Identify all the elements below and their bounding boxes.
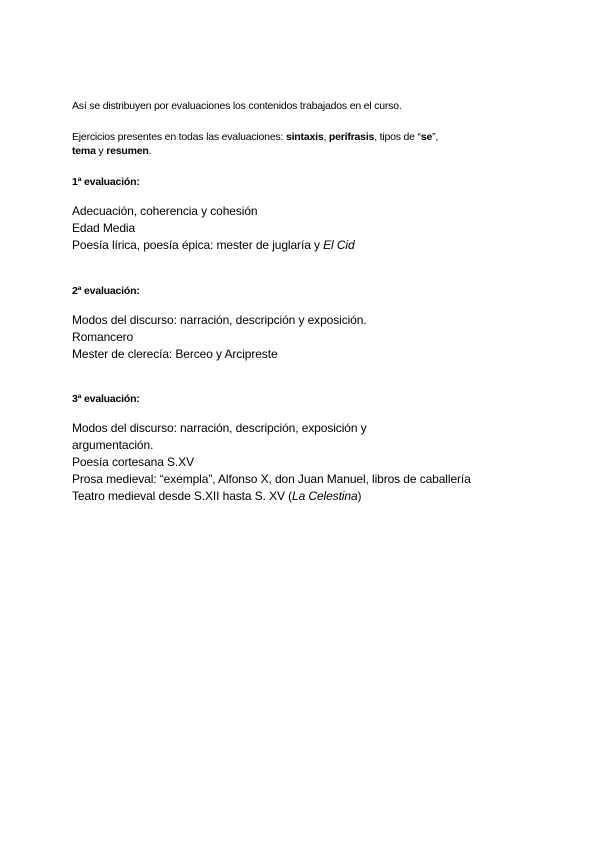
eval1-item: Edad Media xyxy=(72,221,136,235)
eval3-item: Modos del discurso: narración, descripción, exposición y xyxy=(72,421,367,435)
common-end: ”, xyxy=(432,131,439,143)
eval3-teatro-prefix: Teatro medieval desde S.XII hasta S. XV ( xyxy=(72,489,293,503)
eval2-item: Romancero xyxy=(72,330,134,344)
eval2-heading: 2ª evaluación: xyxy=(72,285,140,297)
common-resumen: resumen xyxy=(106,145,149,157)
common-dot: . xyxy=(148,145,152,157)
eval3-item: argumentación. xyxy=(72,438,154,452)
common-perifrasis: perífrasis xyxy=(328,131,375,143)
common-exercises-line-1 xyxy=(72,131,438,143)
eval3-teatro-title: La Celestina xyxy=(292,489,358,503)
eval3-item-teatro xyxy=(72,489,361,503)
eval1-poesia-title: El Cid xyxy=(323,238,355,252)
eval1-item: Adecuación, coherencia y cohesión xyxy=(72,204,258,218)
eval1-heading: 1ª evaluación: xyxy=(72,176,140,188)
eval1-item-poesia xyxy=(72,238,355,252)
common-prefix: Ejercicios presentes en todas las evaluaciones: xyxy=(72,131,286,143)
common-sintaxis: sintaxis xyxy=(285,131,324,143)
common-tema: tema xyxy=(72,145,96,157)
eval3-item: Poesía cortesana S.XV xyxy=(72,455,194,469)
eval1-poesia-prefix: Poesía lírica, poesía épica: mester de juglaría y xyxy=(72,238,324,252)
eval3-heading: 3ª evaluación: xyxy=(72,393,140,405)
eval3-teatro-suffix: ) xyxy=(357,489,362,503)
common-y: y xyxy=(95,145,107,157)
common-exercises-line-2 xyxy=(72,145,151,157)
eval2-item: Mester de clerecía: Berceo y Arcipreste xyxy=(72,347,278,361)
eval3-item: Prosa medieval: “exempla”, Alfonso X, don Juan Manuel, libros de caballería xyxy=(72,472,471,486)
common-mid: , tipos de “ xyxy=(374,131,421,143)
eval2-item: Modos del discurso: narración, descripción y exposición. xyxy=(72,313,367,327)
intro-text: Así se distribuyen por evaluaciones los contenidos trabajados en el curso. xyxy=(72,100,402,112)
common-se: se xyxy=(420,131,433,143)
common-sep: , xyxy=(323,131,329,143)
